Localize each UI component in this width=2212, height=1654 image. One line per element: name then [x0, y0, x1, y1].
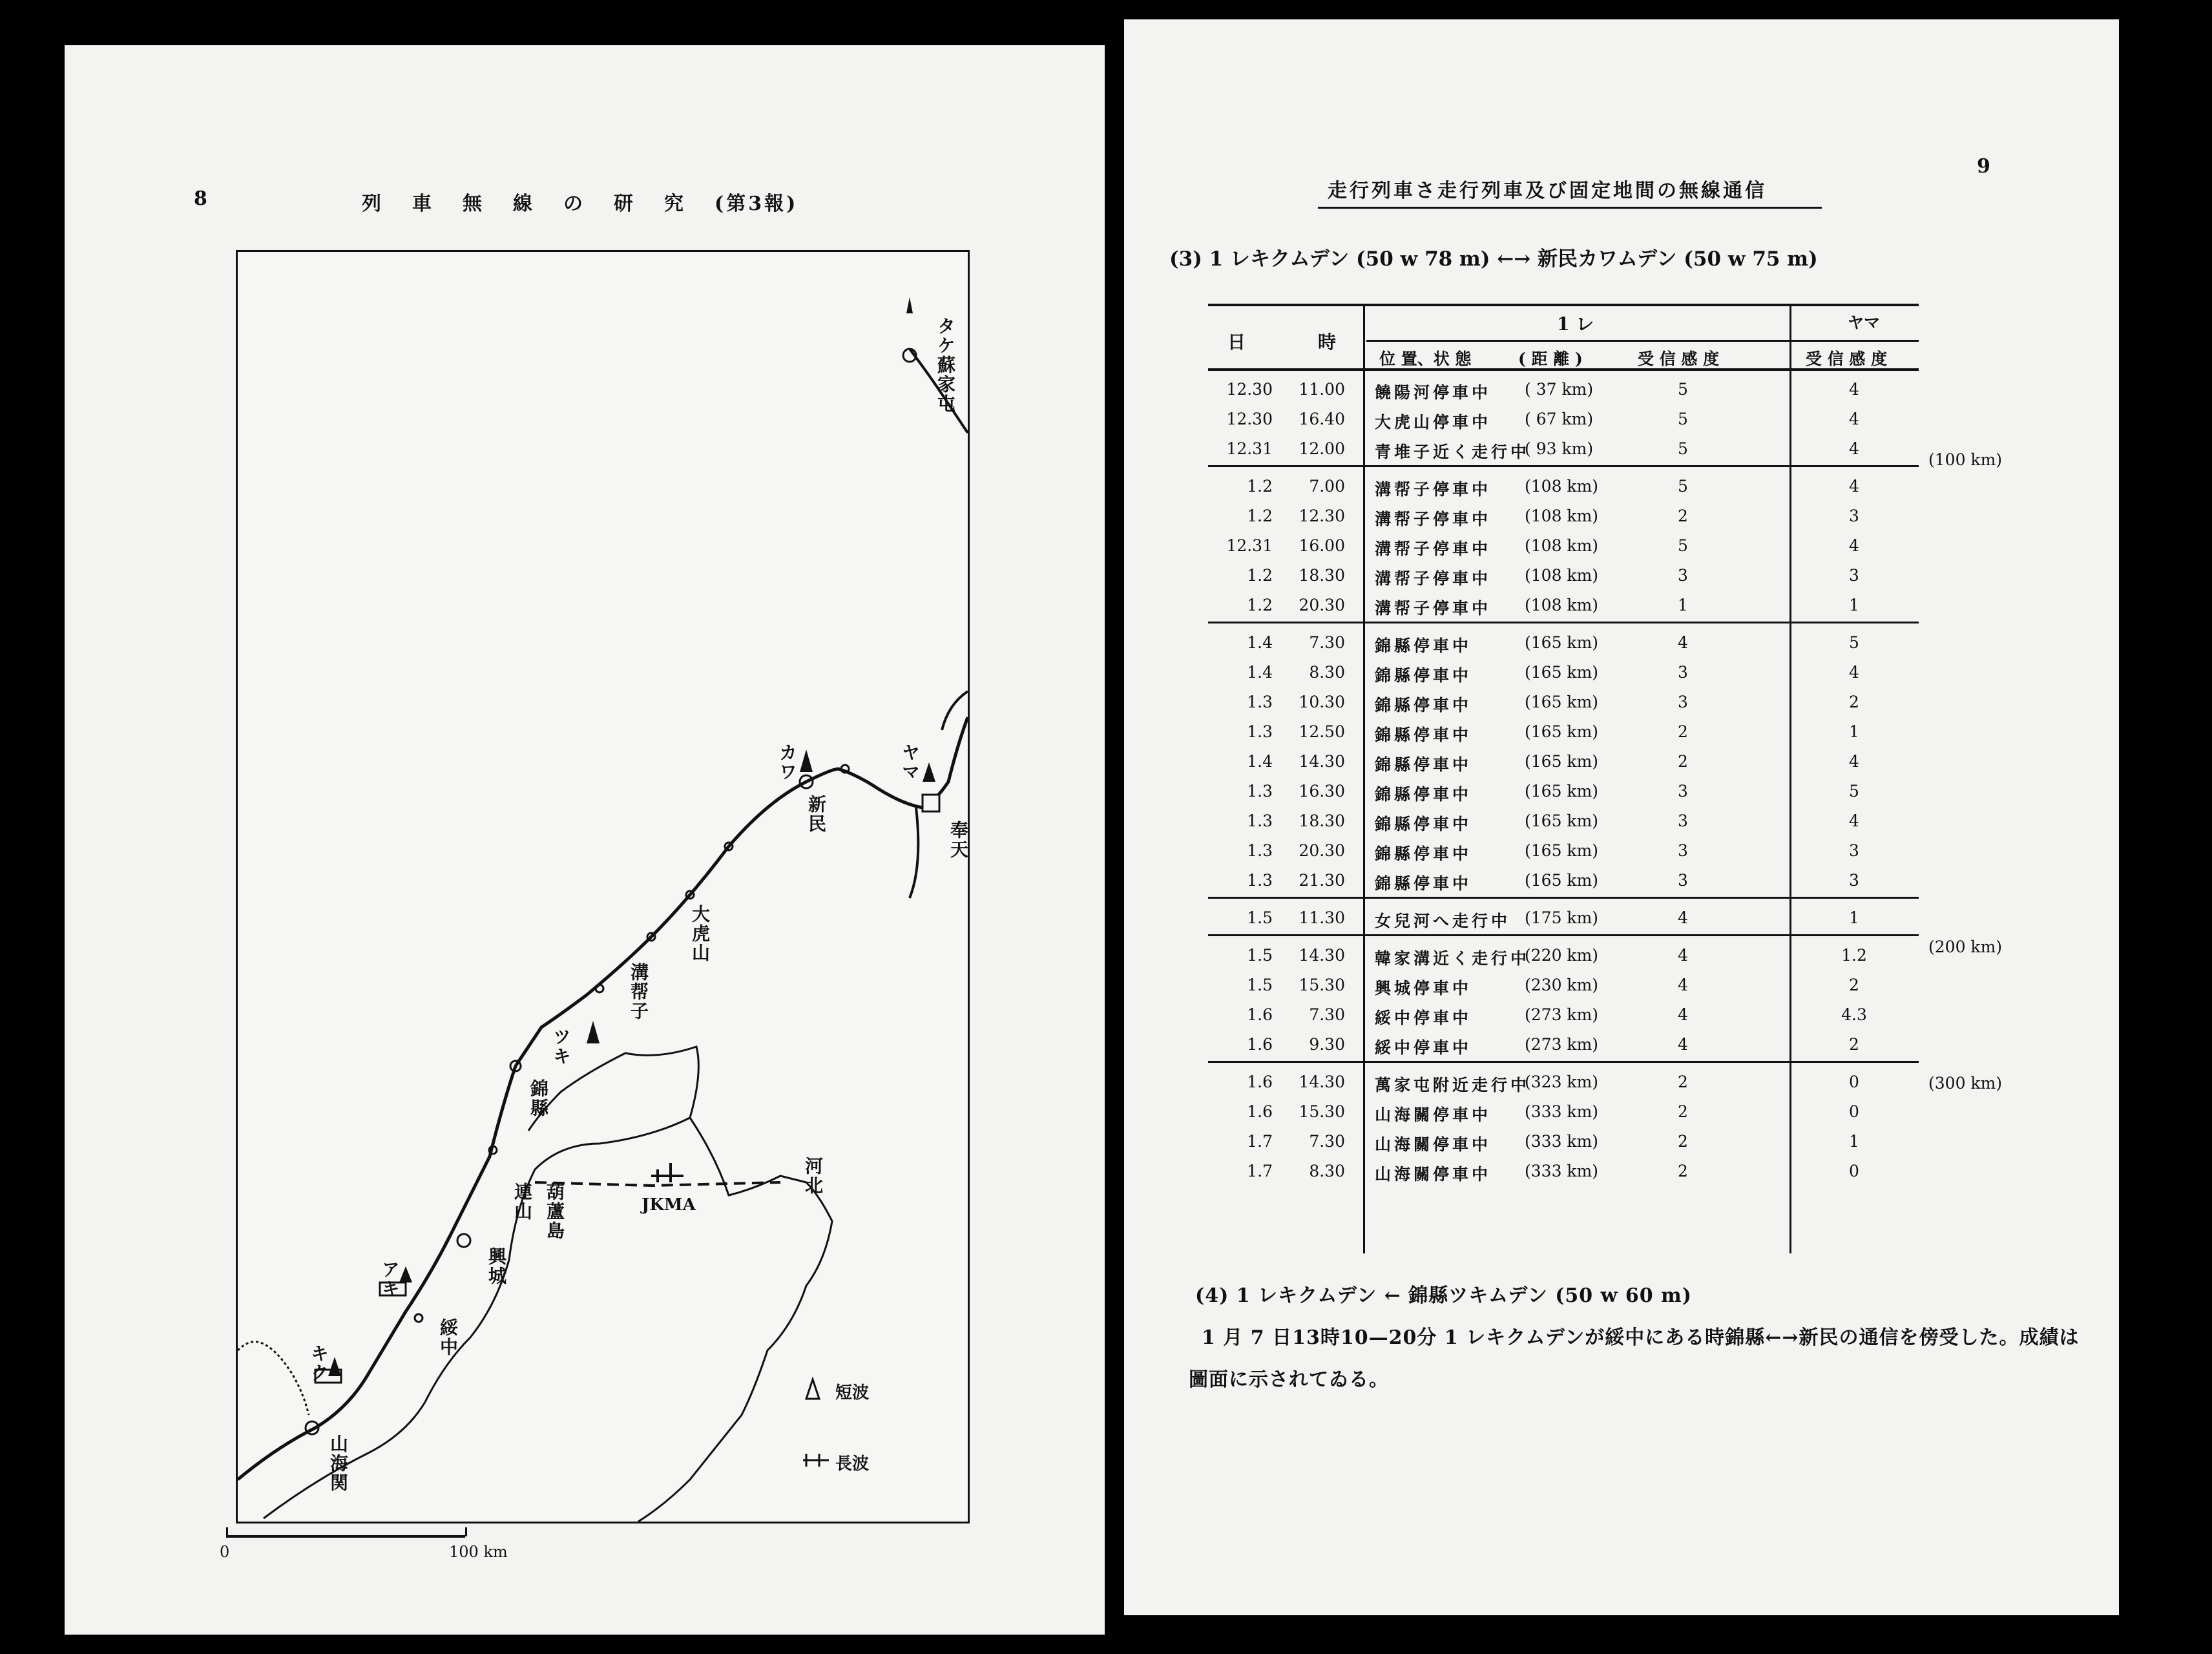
cell-recv-1re: 4	[1678, 1035, 1688, 1054]
cell-time: 14.30	[1299, 1073, 1345, 1091]
station-marker	[415, 1314, 423, 1322]
cell-distance: (108 km)	[1525, 536, 1599, 555]
cell-distance: (165 km)	[1525, 663, 1599, 682]
cell-date: 1.6	[1247, 1035, 1273, 1054]
label-lianshan: 連山	[512, 1182, 533, 1221]
legend-longwave-icon	[803, 1454, 829, 1467]
table-row	[1208, 687, 1919, 717]
col-distance: ( 距 離 )	[1518, 350, 1583, 368]
cell-distance: (108 km)	[1525, 477, 1599, 496]
cell-recv-yama: 4	[1849, 752, 1859, 771]
scale-hundred: 100 km	[449, 1543, 508, 1561]
cell-recv-yama: 0	[1849, 1073, 1859, 1091]
cell-recv-1re: 2	[1678, 507, 1688, 525]
cell-recv-yama: 3	[1849, 507, 1859, 525]
cell-time: 14.30	[1299, 946, 1345, 965]
cell-recv-yama: 4	[1849, 439, 1859, 458]
cell-date: 1.3	[1247, 782, 1273, 801]
header-char: 車	[412, 193, 434, 215]
cell-location: 青堆子近く走行中	[1375, 443, 1530, 461]
cell-time: 12.50	[1299, 722, 1345, 741]
cell-distance: (273 km)	[1525, 1005, 1599, 1024]
header-char: 線	[513, 193, 535, 215]
label-dahushan: 大虎山	[689, 905, 711, 963]
col-position: 位 置、状 態	[1379, 350, 1472, 368]
cell-time: 16.40	[1299, 410, 1345, 428]
table-row	[1208, 531, 1919, 561]
legend-shortwave-icon	[806, 1379, 819, 1399]
railway-map	[236, 250, 970, 1523]
cell-recv-1re: 2	[1678, 1132, 1688, 1151]
cell-recv-yama: 4	[1849, 380, 1859, 399]
label-yama: ヤマ	[899, 743, 921, 782]
scale-bar	[226, 1535, 465, 1538]
cell-time: 18.30	[1299, 811, 1345, 830]
cell-location: 溝帮子停車中	[1375, 539, 1492, 558]
table-row	[1208, 941, 1919, 970]
cell-date: 1.4	[1247, 663, 1273, 682]
cell-date: 12.31	[1226, 439, 1273, 458]
cell-recv-1re: 5	[1678, 439, 1688, 458]
cell-recv-1re: 3	[1678, 871, 1688, 890]
cell-date: 1.3	[1247, 811, 1273, 830]
cell-recv-1re: 3	[1678, 663, 1688, 682]
label-suizhong: 綏中	[437, 1318, 459, 1357]
cell-date: 1.4	[1247, 752, 1273, 771]
cell-distance: (273 km)	[1525, 1035, 1599, 1054]
group-rule	[1208, 465, 1919, 467]
marker-300km: (300 km)	[1928, 1074, 2003, 1093]
table-row	[1208, 501, 1919, 531]
cell-date: 1.3	[1247, 871, 1273, 890]
cell-distance: (165 km)	[1525, 693, 1599, 711]
cell-time: 16.30	[1299, 782, 1345, 801]
cell-recv-1re: 4	[1678, 1005, 1688, 1024]
cell-time: 21.30	[1299, 871, 1345, 890]
station-marker	[457, 1234, 470, 1247]
table-row	[1208, 1127, 1919, 1157]
scale-zero: 0	[220, 1543, 230, 1561]
cell-distance: (220 km)	[1525, 946, 1599, 965]
cell-location: 大虎山停車中	[1375, 413, 1492, 432]
cell-recv-yama: 3	[1849, 841, 1859, 860]
cell-recv-yama: 4	[1849, 536, 1859, 555]
table-row	[1208, 806, 1919, 836]
label-sujiatun: 蘇家屯	[935, 355, 956, 414]
label-kawa: カワ	[777, 743, 798, 782]
table-row	[1208, 561, 1919, 591]
cell-date: 1.7	[1247, 1132, 1273, 1151]
cell-location: 韓家溝近く走行中	[1375, 949, 1530, 968]
cell-recv-yama: 4	[1849, 410, 1859, 428]
table-row	[1208, 970, 1919, 1000]
cell-location: 錦縣停車中	[1375, 844, 1472, 863]
label-jkma: JKMA	[642, 1195, 696, 1215]
cell-date: 1.2	[1247, 477, 1273, 496]
cell-recv-yama: 2	[1849, 1035, 1859, 1054]
cell-date: 1.5	[1247, 908, 1273, 927]
cell-recv-yama: 3	[1849, 871, 1859, 890]
cell-location: 綏中停車中	[1375, 1009, 1472, 1027]
cell-distance: (165 km)	[1525, 841, 1599, 860]
cell-location: 山海關停車中	[1375, 1165, 1492, 1184]
cell-location: 錦縣停車中	[1375, 785, 1472, 804]
label-takeda: タケ	[935, 317, 956, 355]
cell-location: 山海關停車中	[1375, 1105, 1492, 1124]
cell-location: 錦縣停車中	[1375, 636, 1472, 655]
cell-time: 12.30	[1299, 507, 1345, 525]
cell-recv-1re: 4	[1678, 946, 1688, 965]
cell-recv-yama: 4	[1849, 811, 1859, 830]
paragraph-line-1: 1 月 7 日13時10—20分 1 レキクムデンが綏中にある時錦縣←→新民の通信を傍受した。成績は	[1202, 1326, 2080, 1349]
cell-distance: (108 km)	[1525, 596, 1599, 614]
table-top-rule	[1208, 304, 1919, 306]
table-row	[1208, 1157, 1919, 1186]
table-row	[1208, 472, 1919, 501]
table-row	[1208, 1000, 1919, 1030]
cell-time: 15.30	[1299, 1102, 1345, 1121]
cell-time: 7.30	[1309, 1132, 1345, 1151]
cell-location: 溝帮子停車中	[1375, 599, 1492, 618]
label-tsuki: ツキ	[550, 1027, 572, 1066]
cell-recv-yama: 1	[1849, 908, 1859, 927]
cell-time: 20.30	[1299, 841, 1345, 860]
left-page	[65, 45, 1105, 1635]
cell-recv-1re: 5	[1678, 380, 1688, 399]
cell-recv-yama: 3	[1849, 566, 1859, 585]
cell-location: 萬家屯附近走行中	[1375, 1076, 1530, 1094]
cell-location: 錦縣停車中	[1375, 874, 1472, 893]
table-row	[1208, 903, 1919, 933]
cell-recv-1re: 5	[1678, 410, 1688, 428]
cell-recv-1re: 4	[1678, 633, 1688, 652]
table-row	[1208, 1030, 1919, 1060]
cell-date: 12.30	[1226, 380, 1273, 399]
page-number-left: 8	[194, 187, 207, 210]
cell-recv-1re: 3	[1678, 566, 1688, 585]
cell-recv-yama: 5	[1849, 782, 1859, 801]
cell-date: 1.2	[1247, 596, 1273, 614]
cell-distance: (333 km)	[1525, 1162, 1599, 1180]
cell-time: 11.30	[1299, 908, 1345, 927]
group-rule	[1208, 1061, 1919, 1063]
cell-recv-1re: 1	[1678, 596, 1688, 614]
page-number-right: 9	[1977, 155, 1990, 178]
great-wall	[238, 1342, 309, 1415]
cell-location: 錦縣停車中	[1375, 726, 1472, 744]
table-row	[1208, 1067, 1919, 1097]
cell-recv-yama: 1.2	[1841, 946, 1867, 965]
scale-tick	[226, 1527, 228, 1536]
cell-date: 1.6	[1247, 1102, 1273, 1121]
cell-time: 9.30	[1309, 1035, 1345, 1054]
cell-date: 1.3	[1247, 841, 1273, 860]
paragraph-line-2: 圖面に示されてゐる。	[1189, 1368, 1389, 1391]
cell-date: 1.2	[1247, 507, 1273, 525]
cell-time: 20.30	[1299, 596, 1345, 614]
cell-date: 1.5	[1247, 976, 1273, 994]
cell-distance: (175 km)	[1525, 908, 1599, 927]
table-row	[1208, 658, 1919, 687]
table-row	[1208, 717, 1919, 747]
cell-location: 饒陽河停車中	[1375, 383, 1492, 402]
table-row	[1208, 747, 1919, 777]
table-row	[1208, 836, 1919, 866]
cell-recv-1re: 5	[1678, 536, 1688, 555]
cell-date: 1.2	[1247, 566, 1273, 585]
cell-recv-1re: 2	[1678, 722, 1688, 741]
col-date: 日	[1227, 331, 1246, 353]
cell-recv-yama: 1	[1849, 596, 1859, 614]
cell-recv-yama: 5	[1849, 633, 1859, 652]
railway-line	[238, 717, 968, 1480]
cell-recv-yama: 0	[1849, 1102, 1859, 1121]
cell-time: 14.30	[1299, 752, 1345, 771]
cell-date: 1.5	[1247, 946, 1273, 965]
cell-distance: (333 km)	[1525, 1132, 1599, 1151]
cell-location: 錦縣停車中	[1375, 755, 1472, 774]
label-hebei: 河北	[802, 1157, 824, 1195]
group-yama: ヤマ	[1848, 313, 1881, 332]
cell-recv-yama: 0	[1849, 1162, 1859, 1180]
cell-distance: (108 km)	[1525, 507, 1599, 525]
cell-recv-1re: 2	[1678, 752, 1688, 771]
cell-time: 12.00	[1299, 439, 1345, 458]
cell-recv-1re: 5	[1678, 477, 1688, 496]
cell-location: 錦縣停車中	[1375, 696, 1472, 715]
section-3-title: (3) 1 レキクムデン (50 w 78 m) ←→ 新民カワムデン (50 w 75 m)	[1169, 247, 1818, 271]
label-kiku: キク	[308, 1344, 329, 1383]
cell-recv-yama: 2	[1849, 976, 1859, 994]
cell-recv-1re: 3	[1678, 782, 1688, 801]
cell-distance: ( 37 km)	[1525, 380, 1594, 399]
running-header-right: 走行列車さ走行列車及び固定地間の無線通信	[1328, 180, 1767, 202]
label-huludao: 葫蘆島	[544, 1182, 565, 1240]
cell-distance: (165 km)	[1525, 871, 1599, 890]
running-header-left	[362, 187, 826, 216]
header-char: 研	[614, 193, 636, 215]
table-row	[1208, 375, 1919, 404]
cell-distance: (323 km)	[1525, 1073, 1599, 1091]
cell-time: 7.30	[1309, 633, 1345, 652]
cell-distance: (165 km)	[1525, 811, 1599, 830]
group-1re: 1 レ	[1557, 313, 1594, 335]
marker-200km: (200 km)	[1928, 937, 2003, 956]
cell-date: 1.6	[1247, 1005, 1273, 1024]
cell-time: 16.00	[1299, 536, 1345, 555]
cell-recv-1re: 2	[1678, 1102, 1688, 1121]
group-rule	[1208, 934, 1919, 936]
cell-recv-yama: 1	[1849, 722, 1859, 741]
cell-recv-yama: 4.3	[1841, 1005, 1867, 1024]
cell-time: 18.30	[1299, 566, 1345, 585]
col-recv-yama: 受 信 感 度	[1806, 350, 1888, 368]
longwave-mast-icon	[651, 1163, 683, 1182]
label-xingcheng: 興城	[486, 1247, 507, 1286]
cell-distance: (165 km)	[1525, 722, 1599, 741]
col-recv-1re: 受 信 感 度	[1638, 350, 1720, 368]
legend-longwave-label: 長波	[835, 1454, 870, 1474]
cell-location: 綏中停車中	[1375, 1038, 1472, 1057]
cell-recv-yama: 4	[1849, 663, 1859, 682]
cell-location: 溝帮子停車中	[1375, 480, 1492, 499]
cell-location: 錦縣停車中	[1375, 666, 1472, 685]
mukden-marker	[923, 795, 939, 811]
cell-location: 溝帮子停車中	[1375, 510, 1492, 529]
table-row	[1208, 777, 1919, 806]
marker-100km: (100 km)	[1928, 450, 2003, 469]
jkma-link	[535, 1182, 780, 1186]
group-rule	[1208, 622, 1919, 623]
cell-date: 1.4	[1247, 633, 1273, 652]
cell-recv-yama: 2	[1849, 693, 1859, 711]
legend-shortwave-label: 短波	[835, 1383, 870, 1403]
table-row	[1208, 404, 1919, 434]
antenna-icon	[587, 1021, 600, 1043]
cell-location: 溝帮子停車中	[1375, 569, 1492, 588]
right-page	[1124, 19, 2119, 1615]
cell-date: 1.3	[1247, 693, 1273, 711]
antenna-icon	[800, 749, 813, 772]
cell-date: 12.30	[1226, 410, 1273, 428]
table-row	[1208, 591, 1919, 620]
header-char: の	[563, 193, 585, 215]
cell-location: 興城停車中	[1375, 979, 1472, 998]
table-row	[1208, 434, 1919, 464]
cell-distance: ( 93 km)	[1525, 439, 1594, 458]
table-sub-rule	[1366, 340, 1919, 342]
cell-distance: (165 km)	[1525, 752, 1599, 771]
cell-date: 12.31	[1226, 536, 1273, 555]
col-time: 時	[1318, 331, 1337, 353]
group-rule	[1208, 897, 1919, 899]
table-row	[1208, 628, 1919, 658]
cell-recv-yama: 1	[1849, 1132, 1859, 1151]
cell-time: 15.30	[1299, 976, 1345, 994]
cell-distance: (108 km)	[1525, 566, 1599, 585]
cell-time: 8.30	[1309, 663, 1345, 682]
cell-time: 11.00	[1299, 380, 1345, 399]
cell-distance: (230 km)	[1525, 976, 1599, 994]
scale-tick	[465, 1527, 467, 1536]
cell-recv-1re: 3	[1678, 693, 1688, 711]
cell-distance: (333 km)	[1525, 1102, 1599, 1121]
cell-time: 8.30	[1309, 1162, 1345, 1180]
cell-recv-1re: 2	[1678, 1162, 1688, 1180]
label-goubangzi: 溝帮子	[628, 963, 649, 1021]
cell-recv-1re: 3	[1678, 811, 1688, 830]
header-suffix: (第3報)	[715, 193, 798, 215]
header-rule	[1318, 207, 1822, 209]
label-xinmin: 新民	[806, 795, 827, 833]
cell-time: 10.30	[1299, 693, 1345, 711]
branch-line	[910, 808, 918, 898]
cell-time: 7.00	[1309, 477, 1345, 496]
cell-location: 錦縣停車中	[1375, 815, 1472, 833]
cell-date: 1.7	[1247, 1162, 1273, 1180]
label-mukden: 奉天	[948, 821, 969, 859]
label-jinxian: 錦縣	[528, 1079, 549, 1118]
cell-recv-yama: 4	[1849, 477, 1859, 496]
label-shanhaiguan: 山海関	[328, 1434, 349, 1492]
antenna-icon	[923, 762, 935, 782]
cell-distance: (165 km)	[1525, 633, 1599, 652]
cell-location: 女兒河へ走行中	[1375, 912, 1511, 930]
header-char: 究	[664, 193, 686, 215]
map-drawing	[238, 252, 968, 1522]
section-4-title: (4) 1 レキクムデン ← 錦縣ツキムデン (50 w 60 m)	[1195, 1284, 1692, 1307]
table-row	[1208, 1097, 1919, 1127]
cell-recv-1re: 3	[1678, 841, 1688, 860]
cell-distance: (165 km)	[1525, 782, 1599, 801]
cell-date: 1.6	[1247, 1073, 1273, 1091]
cell-distance: ( 67 km)	[1525, 410, 1594, 428]
cell-recv-1re: 4	[1678, 976, 1688, 994]
table-row	[1208, 866, 1919, 895]
cell-location: 山海關停車中	[1375, 1135, 1492, 1154]
antenna-icon	[906, 297, 913, 313]
cell-recv-1re: 2	[1678, 1073, 1688, 1091]
cell-recv-1re: 4	[1678, 908, 1688, 927]
label-aki: アキ	[379, 1260, 401, 1299]
cell-date: 1.3	[1247, 722, 1273, 741]
header-char: 無	[463, 193, 485, 215]
cell-time: 7.30	[1309, 1005, 1345, 1024]
header-char: 列	[362, 193, 384, 215]
